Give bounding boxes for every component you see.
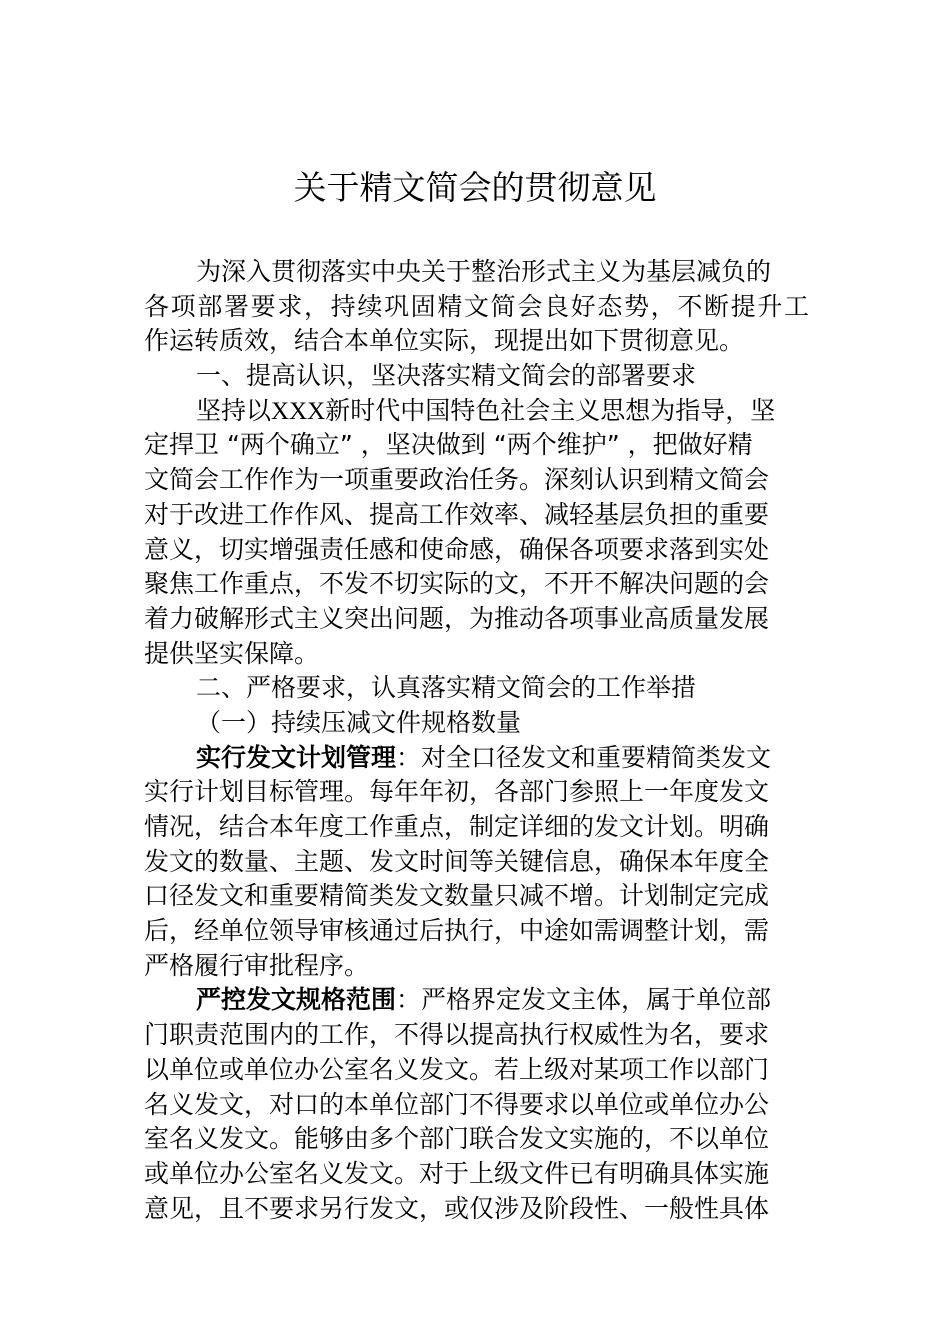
text-run: 坚持以 [196, 395, 272, 425]
paragraph-line [144, 394, 809, 429]
paragraph-line: 严格履行审批程序。 [144, 950, 370, 980]
paragraph-line: 作运转质效，结合本单位实际，现提出如下贯彻意见。 [144, 326, 745, 356]
paragraph-line: 门职责范围内的工作，不得以提高执行权威性为名，要求 [144, 1020, 770, 1050]
text-run: ：对全口径发文和重要精简类发文 [396, 742, 772, 772]
paragraph-line: 聚焦工作重点，不发不切实际的文，不开不解决问题的会 [144, 569, 770, 599]
subsection-heading: （一）持续压减文件规格数量 [196, 707, 522, 737]
paragraph-line: 后，经单位领导审核通过后执行，中途如需调整计划，需 [144, 916, 770, 946]
paragraph-line: 各项部署要求，持续巩固精文简会良好态势，不断提升工 [144, 291, 809, 321]
document-body [144, 255, 809, 1226]
paragraph-line: 室名义发文。能够由多个部门联合发文实施的，不以单位 [144, 1124, 770, 1154]
paragraph-line: 为深入贯彻落实中央关于整治形式主义为基层减负的 [196, 257, 772, 286]
bold-lead-text: 严控发文规格范围 [196, 985, 397, 1015]
paragraph-line: 或单位办公室名义发文。对于上级文件已有明确具体实施 [144, 1158, 770, 1188]
paragraph-line [144, 983, 809, 1018]
text-run: ：严格界定发文主体，属于单位部 [396, 985, 772, 1015]
paragraph-line: 以单位或单位办公室名义发文。若上级对某项工作以部门 [144, 1054, 770, 1084]
document-title: 关于精文简会的贯彻意见 [293, 168, 657, 207]
paragraph-line: 发文的数量、主题、发文时间等关键信息，确保本年度全 [144, 846, 770, 876]
paragraph-line: 文简会工作作为一项重要政治任务。深刻认识到精文简会 [144, 465, 770, 495]
text-run: XXX [271, 397, 326, 425]
paragraph-line: 口径发文和重要精简类发文数量只减不增。计划制定完成 [144, 881, 770, 911]
paragraph-line: 对于改进工作作风、提高工作效率、减轻基层负担的重要 [144, 499, 770, 529]
section-heading-2: 二、严格要求，认真落实精文简会的工作举措 [196, 673, 697, 703]
paragraph-line: 定捍卫 “两个确立” ，坚决做到 “两个维护” ，把做好精 [144, 430, 753, 460]
paragraph-line: 名义发文，对口的本单位部门不得要求以单位或单位办公 [144, 1089, 770, 1119]
paragraph-line: 着力破解形式主义突出问题，为推动各项事业高质量发展 [144, 603, 770, 633]
paragraph-line: 情况，结合本年度工作重点，制定详细的发文计划。明确 [144, 812, 770, 841]
paragraph-line: 意见，且不要求另行发文，或仅涉及阶段性、一般性具体 [144, 1193, 770, 1223]
paragraph-line: 提供坚实保障。 [144, 638, 320, 668]
paragraph-line [144, 741, 809, 776]
paragraph-line: 意义，切实增强责任感和使命感，确保各项要求落到实处 [144, 534, 770, 564]
paragraph-line: 实行计划目标管理。每年年初，各部门参照上一年度发文 [144, 777, 770, 807]
section-heading-1: 一、提高认识，坚决落实精文简会的部署要求 [196, 361, 697, 391]
text-run: 新时代中国特色社会主义思想为指导，坚 [325, 395, 776, 425]
bold-lead-text: 实行发文计划管理 [196, 742, 397, 772]
